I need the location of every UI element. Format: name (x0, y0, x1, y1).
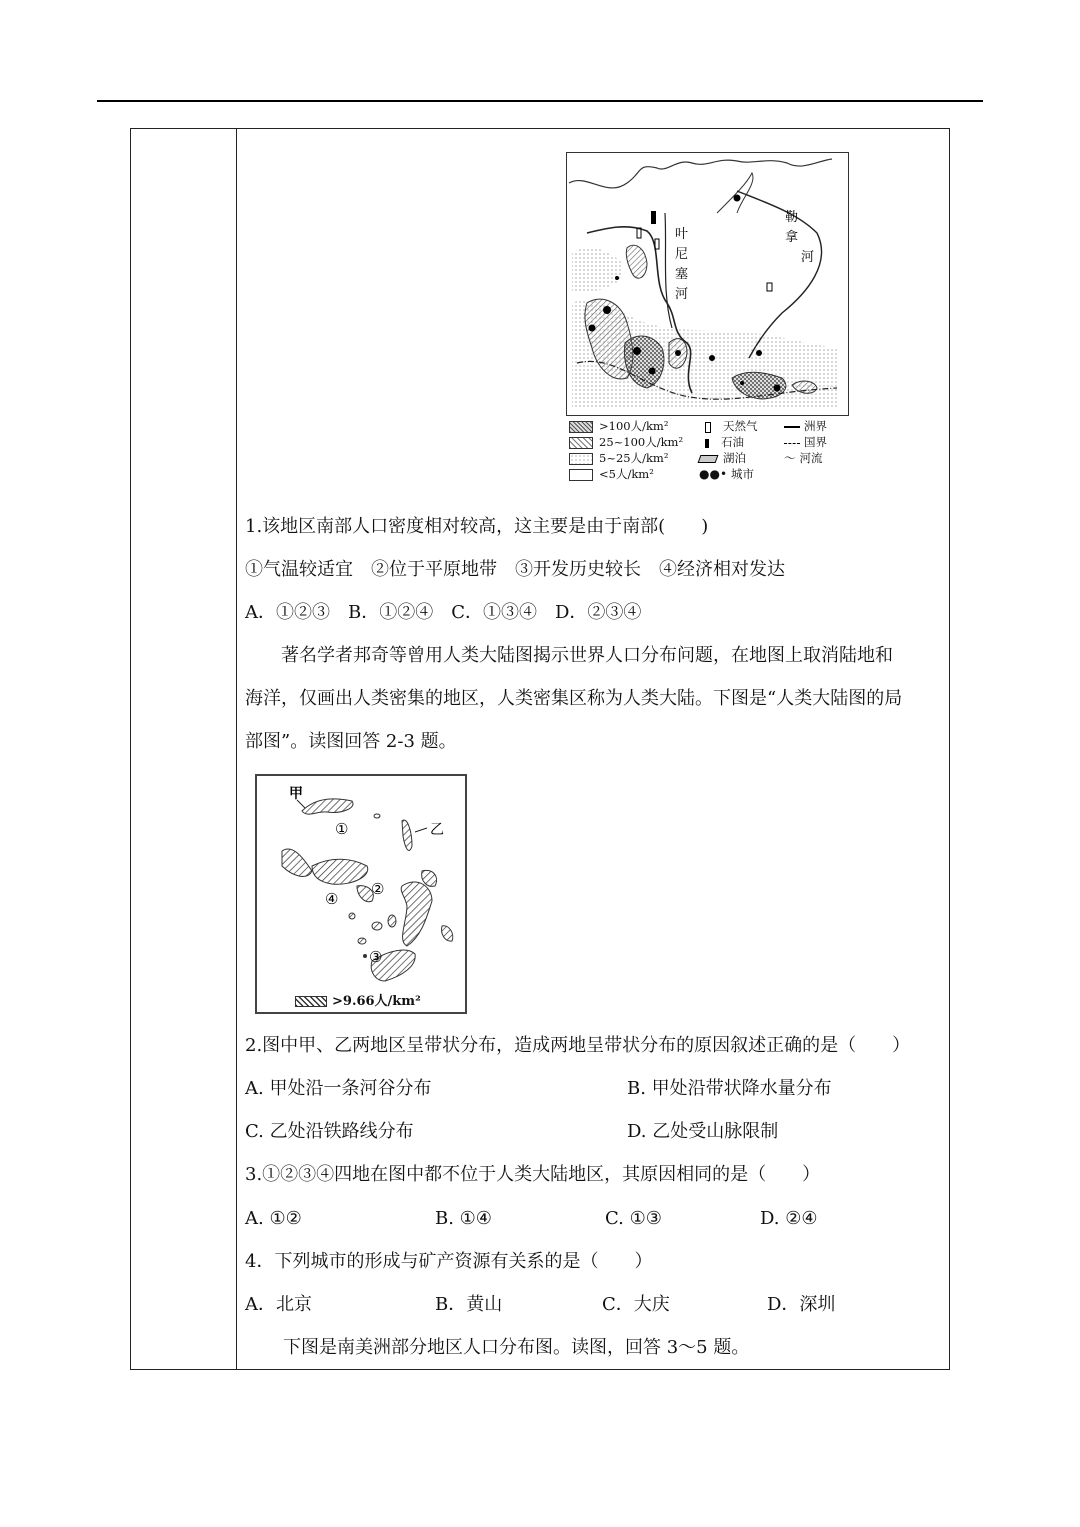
river-label-lena-3: 河 (801, 250, 815, 265)
legend-lake: 湖泊 (723, 451, 746, 465)
river-label-yenisei-3: 塞 (675, 267, 689, 282)
continent-boundary-icon (784, 426, 800, 428)
q3-option-a: A. ①② (245, 1208, 302, 1229)
human-continent-map (255, 774, 467, 1014)
q3-option-d: D. ②④ (760, 1208, 818, 1229)
header-rule (97, 100, 983, 102)
q2-option-d: D. 乙处受山脉限制 (627, 1121, 779, 1142)
q3-stem: 3.①②③④四地在图中都不位于人类大陆地区，其原因相同的是（ ） (245, 1164, 821, 1185)
q3-option-c: C. ①③ (605, 1208, 662, 1229)
legend-national-boundary: 国界 (804, 435, 827, 449)
oil-icon (705, 439, 709, 448)
gas-icon (705, 422, 711, 433)
city-icon: ●●• (699, 467, 728, 481)
q2-option-b: B. 甲处沿带状降水量分布 (627, 1078, 832, 1099)
q3-option-b: B. ①④ (435, 1208, 492, 1229)
legend-density-low: 5~25人/km² (599, 451, 669, 465)
q4-option-b: B．黄山 (435, 1294, 503, 1315)
map1-legend (569, 419, 859, 489)
legend-continent-boundary: 洲界 (804, 419, 827, 433)
q1-options: A．①②③ B．①②④ C．①③④ D．②③④ (245, 602, 642, 623)
legend-oil: 石油 (721, 435, 744, 449)
river-icon: 〜 (784, 451, 796, 465)
q2-option-c: C. 乙处沿铁路线分布 (245, 1121, 414, 1142)
legend-density-high: >100人/km² (599, 419, 669, 433)
outro-text: 下图是南美洲部分地区人口分布图。读图，回答 3～5 题。 (283, 1337, 750, 1358)
siberia-population-map (566, 152, 849, 416)
question-table (130, 128, 950, 1370)
intro-line-3: 部图”。读图回答 2-3 题。 (245, 731, 457, 752)
map2-label-yi: 乙 (430, 822, 444, 838)
legend-river: 河流 (799, 451, 823, 465)
intro-line-2: 海洋，仅画出人类密集的地区，人类密集区称为人类大陆。下图是“人类大陆图的局 (245, 688, 903, 709)
hatch-swatch-icon (295, 996, 327, 1007)
river-label-yenisei-2: 尼 (675, 247, 689, 262)
q2-option-a: A. 甲处沿一条河谷分布 (245, 1078, 432, 1099)
map2-legend-label: >9.66人/km² (332, 994, 421, 1009)
q4-stem: 4．下列城市的形成与矿产资源有关系的是（ ） (245, 1251, 653, 1272)
legend-city: 城市 (731, 467, 755, 481)
intro-line-1: 著名学者邦奇等曾用人类大陆图揭示世界人口分布问题，在地图上取消陆地和 (281, 645, 893, 666)
q4-option-a: A．北京 (245, 1294, 312, 1315)
map2-label-4: ④ (325, 890, 339, 908)
q1-statements: ①气温较适宜 ②位于平原地带 ③开发历史较长 ④经济相对发达 (245, 559, 785, 580)
table-left-column (131, 129, 237, 1369)
national-boundary-icon (784, 443, 800, 444)
q1-stem: 1.该地区南部人口密度相对较高，这主要是由于南部( ) (245, 516, 709, 537)
q4-option-c: C．大庆 (602, 1294, 670, 1315)
q2-stem: 2.图中甲、乙两地区呈带状分布，造成两地呈带状分布的原因叙述正确的是（ ） (245, 1035, 911, 1056)
legend-density-mid: 25~100人/km² (599, 435, 684, 449)
legend-gas: 天然气 (723, 419, 758, 433)
lake-icon (698, 455, 719, 463)
legend-density-min: <5人/km² (599, 467, 654, 481)
map1-drawing (567, 153, 848, 415)
river-label-yenisei-1: 叶 (675, 227, 689, 242)
map2-drawing (257, 776, 465, 1012)
map2-label-jia: 甲 (289, 786, 303, 802)
river-label-lena-2: 拿 (785, 230, 799, 245)
map2-label-1: ① (335, 820, 349, 838)
river-label-yenisei-4: 河 (675, 287, 689, 302)
table-content-cell (245, 129, 945, 1369)
map2-label-3: ③ (369, 948, 383, 966)
river-label-lena-1: 勒 (785, 210, 799, 225)
q4-option-d: D．深圳 (767, 1294, 836, 1315)
map2-legend (295, 990, 421, 1009)
map2-label-2: ② (371, 880, 385, 898)
